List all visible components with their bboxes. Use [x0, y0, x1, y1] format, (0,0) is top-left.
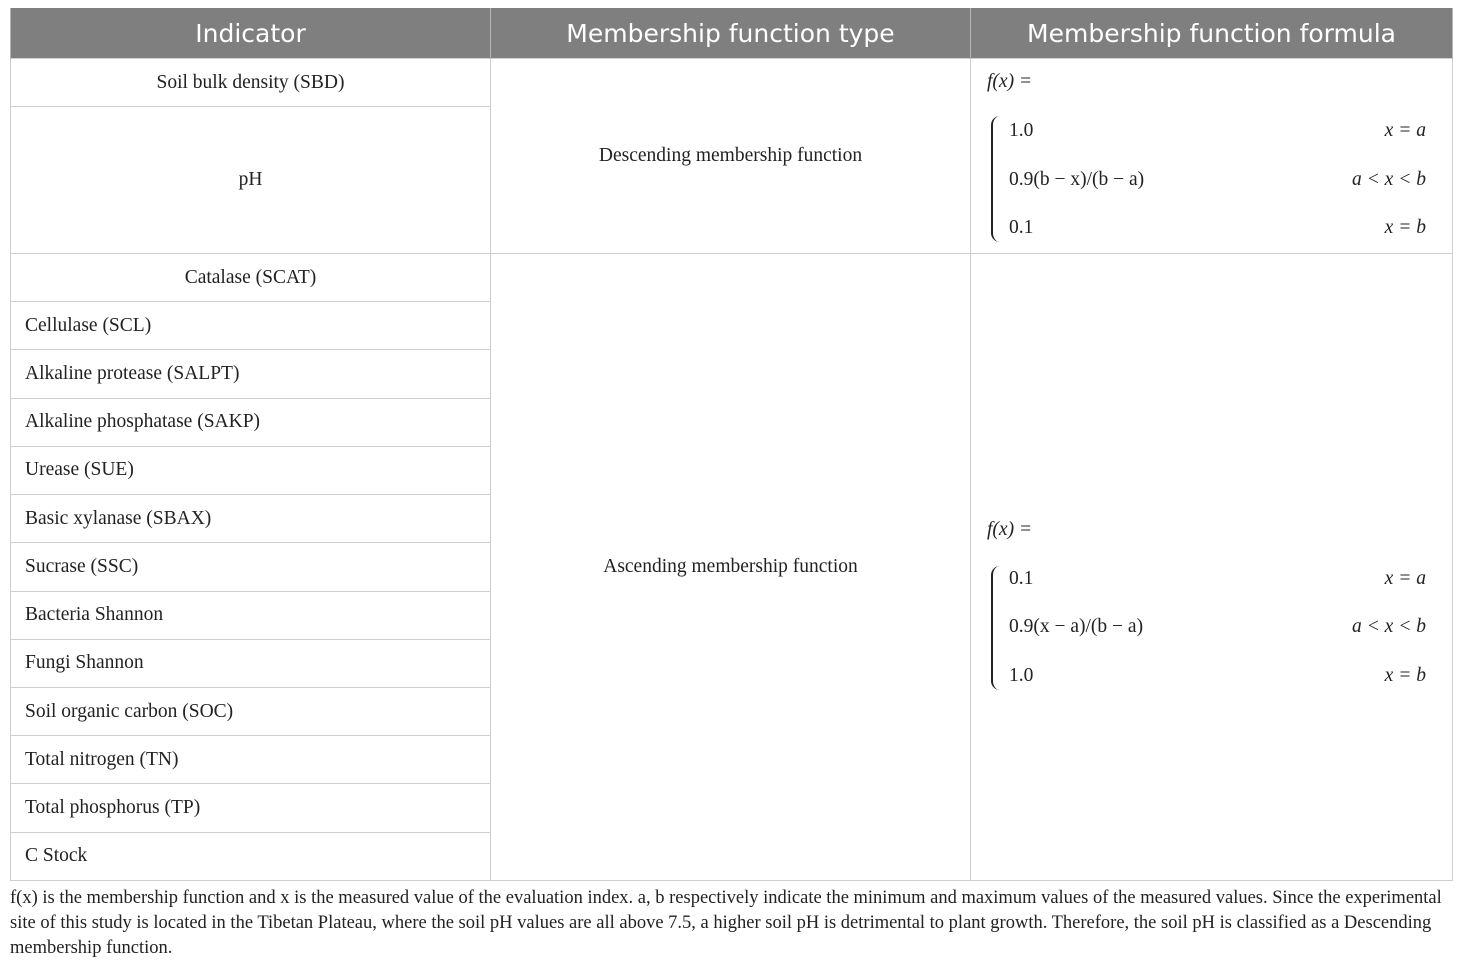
formula-condition: x = b — [1384, 665, 1426, 686]
formula-condition: a < x < b — [1352, 169, 1426, 190]
formula-value: 0.9(x − a)/(b − a) — [1009, 616, 1144, 637]
header-indicator: Indicator — [11, 8, 491, 59]
indicator-cell: Fungi Shannon — [11, 639, 491, 687]
type-cell-ascending: Ascending membership function — [491, 254, 971, 881]
indicator-cell: Alkaline protease (SALPT) — [11, 350, 491, 398]
formula-value: 0.1 — [1009, 217, 1034, 238]
formula-value: 0.1 — [1009, 568, 1034, 589]
indicator-cell: pH — [11, 107, 491, 254]
table-footnote: f(x) is the membership function and x is the measured value of the evaluation index. a, b respectively indicate the minimum and maximum values of the measured values. Since the experimental site of this study is located in the Tibetan Plateau, where the soil pH values are all above 7.5, a higher soil pH is detrimental to plant growth. Therefore, the soil pH is classified as a Descending membership function. — [10, 888, 1442, 958]
indicator-cell: Soil bulk density (SBD) — [11, 59, 491, 107]
type-cell-descending: Descending membership function — [491, 59, 971, 254]
formula-condition: x = b — [1384, 217, 1426, 238]
indicator-cell: Alkaline phosphatase (SAKP) — [11, 398, 491, 446]
header-type: Membership function type — [491, 8, 971, 59]
header-row — [11, 8, 1453, 59]
formula-lhs: f(x) = — [987, 519, 1033, 540]
indicator-cell: Basic xylanase (SBAX) — [11, 495, 491, 543]
formula-cell-descending — [971, 59, 1453, 254]
indicator-cell: Sucrase (SSC) — [11, 543, 491, 591]
indicator-cell: Soil organic carbon (SOC) — [11, 687, 491, 735]
membership-function-table — [10, 8, 1453, 881]
brace-icon — [991, 116, 1000, 242]
indicator-cell: Cellulase (SCL) — [11, 302, 491, 350]
indicator-cell: Urease (SUE) — [11, 446, 491, 494]
indicator-cell: Bacteria Shannon — [11, 591, 491, 639]
table-row — [11, 59, 1453, 107]
indicator-cell: Total nitrogen (TN) — [11, 736, 491, 784]
brace-icon — [991, 566, 1000, 690]
formula-value: 1.0 — [1009, 665, 1034, 686]
formula-condition: x = a — [1384, 568, 1426, 589]
formula-value: 1.0 — [1009, 120, 1034, 141]
indicator-cell: Catalase (SCAT) — [11, 254, 491, 302]
formula-condition: a < x < b — [1352, 616, 1426, 637]
formula-value: 0.9(b − x)/(b − a) — [1009, 169, 1145, 190]
table-row — [11, 254, 1453, 302]
formula-condition: x = a — [1384, 120, 1426, 141]
indicator-cell: C Stock — [11, 832, 491, 880]
formula-cell-ascending — [971, 254, 1453, 881]
indicator-cell: Total phosphorus (TP) — [11, 784, 491, 832]
header-formula: Membership function formula — [971, 8, 1453, 59]
formula-lhs: f(x) = — [987, 71, 1033, 92]
